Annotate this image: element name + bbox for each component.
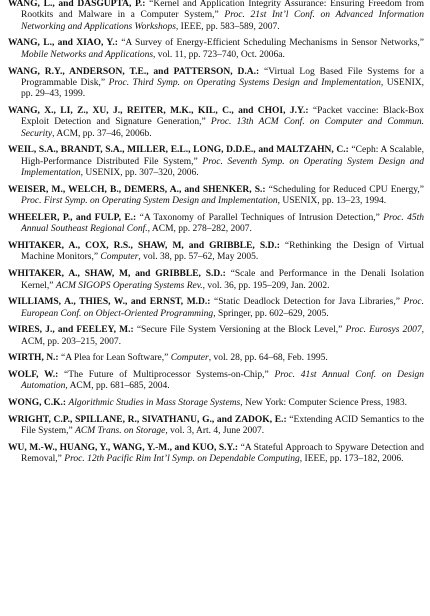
reference-authors: WOLF, W.: — [8, 369, 59, 380]
reference-entry — [8, 67, 424, 101]
reference-entry — [8, 213, 424, 236]
reference-authors: WILLIAMS, A., THIES, W., and ERNST, M.D.: — [8, 297, 211, 308]
reference-entry — [8, 185, 424, 208]
reference-title: “Scheduling for Reduced CPU Energy,” — [265, 184, 424, 195]
reference-details: , New York: Computer Science Press, 1983. — [240, 398, 407, 409]
reference-entry — [8, 106, 424, 140]
reference-title: “Static Deadlock Detection for Java Libraries,” — [210, 297, 404, 308]
reference-details: , vol. 3, Art. 4, June 2007. — [165, 426, 265, 437]
reference-entry — [8, 398, 424, 409]
reference-venue: Computer — [170, 353, 209, 364]
reference-authors: WHITAKER, A., COX, R.S., SHAW, M, and GRIBBLE, S.D.: — [8, 241, 280, 252]
reference-authors: WANG, X., LI, Z., XU, J., REITER, M.K., KIL, C., and CHOI, J.Y.: — [8, 106, 309, 116]
reference-venue: ACM Trans. on Storage — [75, 426, 166, 437]
reference-entry — [8, 353, 424, 364]
reference-entry — [8, 38, 424, 61]
reference-venue: Proc. 13th ACM Conf. on Computer and Commun. Security — [21, 117, 424, 139]
reference-venue: Proc. 41st Annual Conf. on Design Automation — [21, 369, 424, 392]
reference-details: , Springer, pp. 602–629, 2005. — [213, 308, 329, 319]
reference-entry — [8, 297, 424, 320]
reference-authors: WEIL, S.A., BRANDT, S.A., MILLER, E.L., LONG, D.D.E., and MALTZAHN, C.: — [8, 145, 349, 156]
reference-details: , ACM, pp. 203–215, 2007. — [21, 325, 424, 347]
reference-authors: WANG, R.Y., ANDERSON, T.E., and PATTERSON, D.A.: — [8, 66, 260, 77]
reference-details: , IEEE, pp. 583–589, 2007. — [175, 21, 280, 32]
reference-entry — [8, 370, 424, 393]
reference-venue: Proc. First Symp. on Operating System Design and Implementation — [21, 196, 278, 207]
reference-title: “A Plea for Lean Software,” — [58, 353, 171, 364]
reference-authors: WHEELER, P., and FULP, E.: — [8, 213, 137, 223]
reference-authors: WONG, C.K.: — [8, 398, 67, 409]
reference-entry — [8, 443, 424, 466]
reference-details: , ACM, pp. 37–46, 2006b. — [52, 128, 152, 139]
reference-entry — [8, 269, 424, 292]
reference-title: “Virtual Log Based File Systems for a Programmable Disk,” — [21, 66, 424, 88]
reference-venue: ACM SIGOPS Operating Systems Rev. — [55, 280, 203, 291]
reference-authors: WRIGHT, C.P., SPILLANE, R., SIVATHANU, G., and ZADOK, E.: — [8, 414, 287, 425]
reference-title: “A Survey of Energy-Efficient Scheduling Mechanisms in Sensor Networks,” — [117, 38, 424, 49]
reference-title: “Rethinking the Design of Virtual Machine Monitors,” — [21, 241, 424, 263]
reference-details: , USENIX, pp. 307–320, 2006. — [80, 168, 199, 179]
reference-details: , vol. 11, pp. 723–740, Oct. 2006a. — [153, 49, 285, 60]
reference-details: , USENIX, pp. 29–43, 1999. — [21, 77, 424, 100]
reference-authors: WANG, L., and DASGUPTA, P.: — [8, 0, 146, 9]
reference-details: , ACM, pp. 681–685, 2004. — [65, 381, 170, 392]
reference-entry — [8, 145, 424, 179]
reference-venue: Proc. 45th Annual Southeast Regional Conf. — [21, 213, 425, 235]
reference-authors: WANG, L., and XIAO, Y.: — [8, 38, 118, 49]
reference-venue: Proc. 21st Int’l Conf. on Advanced Information Networking and Applications Workshops — [21, 10, 424, 32]
reference-authors: WIRES, J., and FEELEY, M.: — [8, 325, 134, 336]
reference-venue: Mobile Networks and Applications — [21, 49, 154, 60]
reference-authors: WU, M.-W., HUANG, Y., WANG, Y.-M., and KUO, S.Y.: — [8, 442, 239, 453]
reference-authors: WIRTH, N.: — [8, 353, 59, 364]
reference-title: “Ceph: A Scalable, High-Performance Distributed File System,” — [21, 145, 424, 167]
reference-title: “Scale and Performance in the Denali Isolation Kernel,” — [21, 269, 424, 291]
reference-authors: WHITAKER, A., SHAW, M, and GRIBBLE, S.D.: — [8, 269, 226, 280]
reference-details: , vol. 38, pp. 57–62, May 2005. — [138, 252, 259, 263]
reference-title: “Kernel and Application Integrity Assurance: Ensuring Freedom from Rootkits and Malware in a Computer System,” — [21, 0, 425, 21]
reference-venue: Proc. 12th Pacific Rim Int’l Symp. on Dependable Computing — [64, 454, 300, 465]
reference-details: , IEEE, pp. 173–182, 2006. — [299, 454, 404, 465]
reference-title: “Extending ACID Semantics to the File System,” — [21, 414, 424, 437]
reference-title: “Secure File System Versioning at the Block Level,” — [133, 325, 346, 336]
reference-venue: Proc. Eurosys 2007 — [345, 325, 422, 336]
reference-details: , USENIX, pp. 13–23, 1994. — [277, 196, 387, 207]
reference-authors: WEISER, M., WELCH, B., DEMERS, A., and SHENKER, S.: — [8, 184, 266, 195]
reference-venue: Computer — [100, 252, 139, 263]
reference-venue: Proc. Third Symp. on Operating Systems Design and Implementation — [108, 77, 381, 88]
reference-entry — [8, 415, 424, 438]
reference-venue: Proc. European Conf. on Object-Oriented Programming — [21, 297, 424, 319]
reference-title: “A Taxonomy of Parallel Techniques of Intrusion Detection,” — [136, 213, 384, 223]
reference-details: , ACM, pp. 278–282, 2007. — [147, 224, 252, 235]
reference-title: “Packet vaccine: Black-Box Exploit Detection and Signature Generation,” — [21, 106, 425, 128]
reference-details: , vol. 36, pp. 195–209, Jan. 2002. — [202, 280, 330, 291]
reference-title: “The Future of Multiprocessor Systems-on-Chip,” — [58, 369, 275, 380]
reference-entry — [8, 241, 424, 264]
reference-entry — [8, 0, 424, 33]
reference-entry — [8, 325, 424, 348]
reference-venue: Proc. Seventh Symp. on Operating System Design and Implementation — [21, 156, 425, 179]
reference-details: , vol. 28, pp. 64–68, Feb. 1995. — [208, 353, 328, 364]
reference-venue: Algorithmic Studies in Mass Storage Systems — [68, 398, 241, 409]
reference-title: “A Stateful Approach to Spyware Detection and Removal,” — [21, 442, 424, 465]
